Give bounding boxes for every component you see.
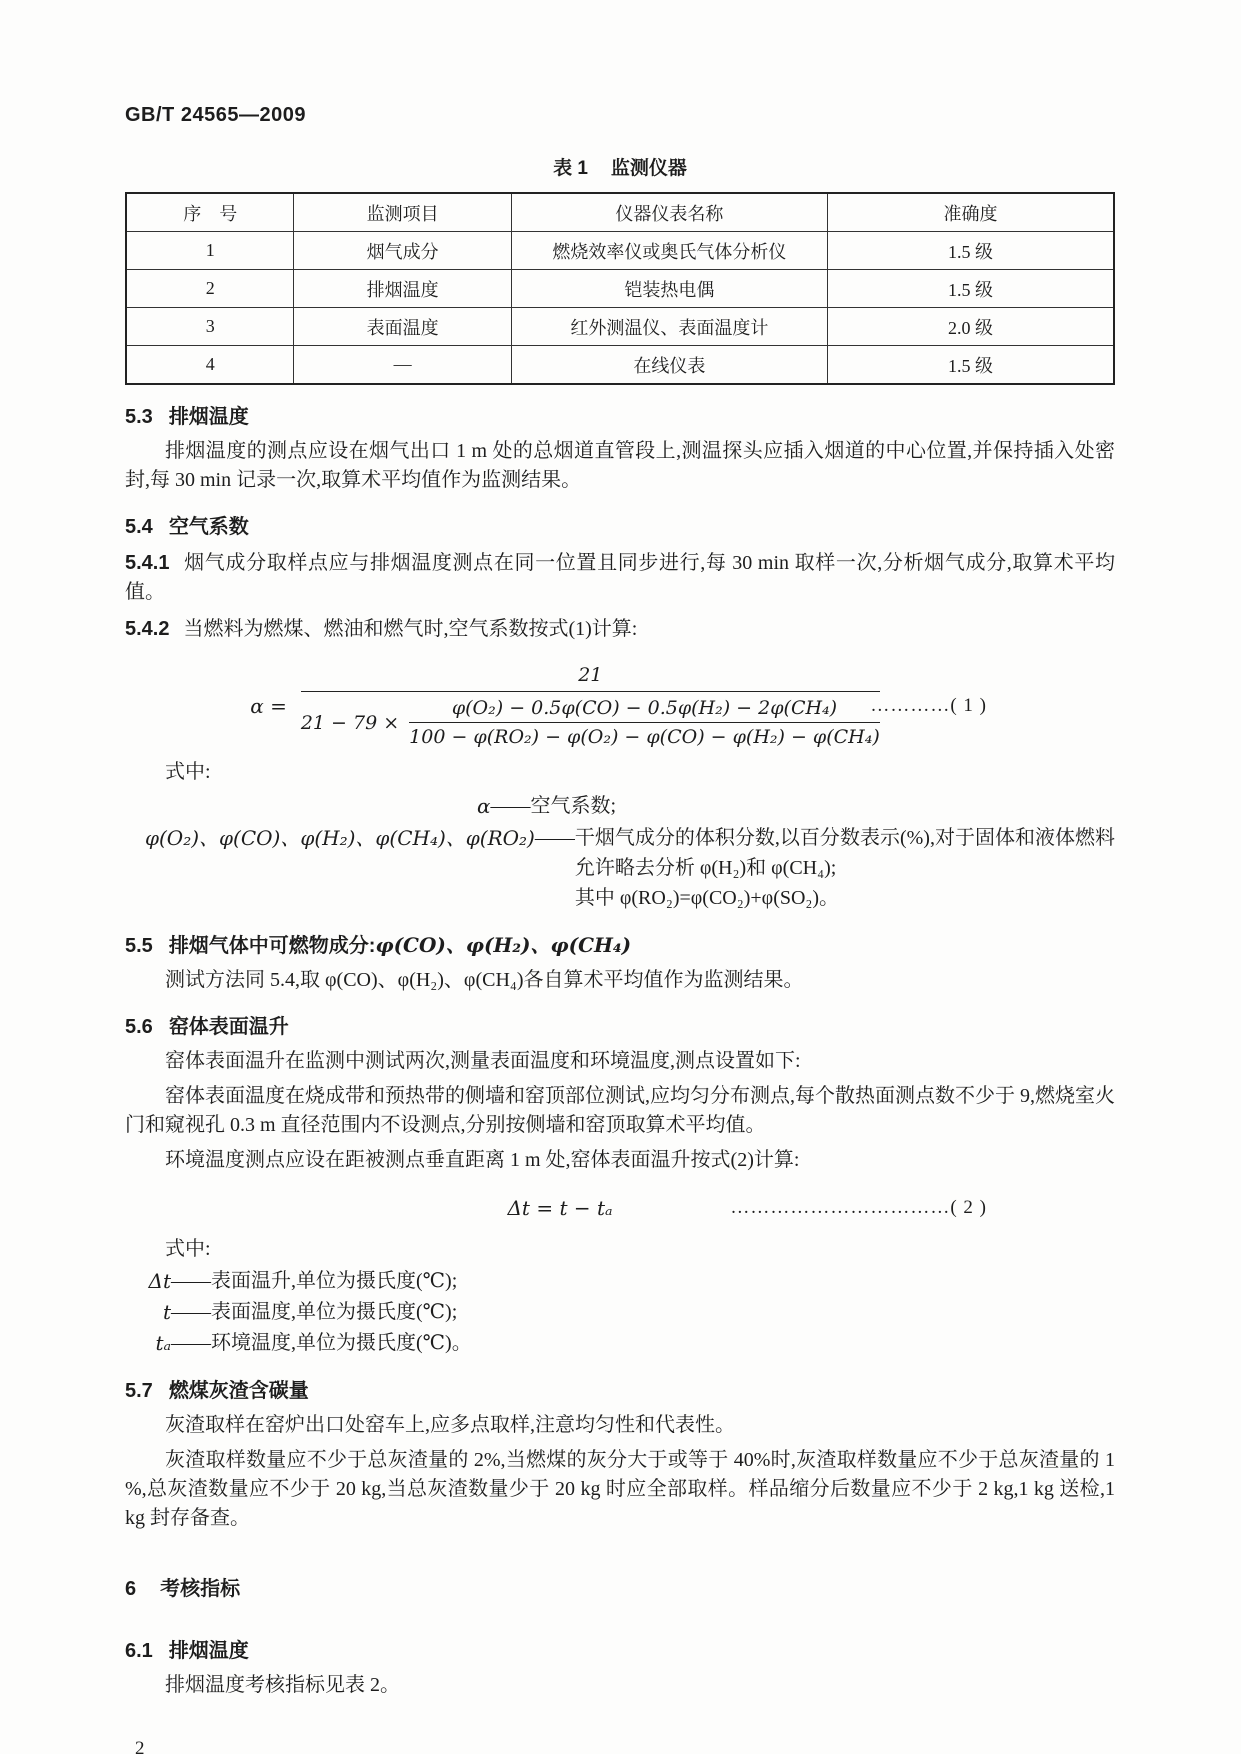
cell-item: 烟气成分	[294, 232, 511, 270]
definition-alpha	[477, 791, 1115, 821]
section-title-math: φ(CO)、φ(H₂)、φ(CH₄)	[375, 933, 632, 957]
cell-instrument: 燃烧效率仪或奥氏气体分析仪	[511, 232, 827, 270]
cell-item: 排烟温度	[294, 270, 511, 308]
inner-denominator: 100 − φ(RO₂) − φ(O₂) − φ(CO) − φ(H₂) − φ(CH₄)	[409, 726, 880, 748]
cell-item: 表面温度	[294, 308, 511, 346]
table1-caption-title: 监测仪器	[610, 158, 687, 179]
cell-accuracy: 1.5 级	[827, 270, 1114, 308]
cell-accuracy: 1.5 级	[827, 346, 1114, 385]
definition-dash: ——	[534, 827, 575, 849]
col-header-accuracy: 准确度	[827, 193, 1114, 232]
section-title: 窑体表面温升	[168, 1016, 289, 1038]
formula-2	[125, 1191, 1115, 1225]
denominator-prefix: 21 − 79 ×	[300, 711, 400, 734]
definition-dash: ——	[171, 1301, 211, 1323]
formula-1-expression	[250, 664, 880, 748]
paragraph-5-6-1: 窑体表面温升在监测中测试两次,测量表面温度和环境温度,测点设置如下:	[165, 1050, 801, 1072]
table1-caption-label: 表 1	[553, 158, 589, 179]
table-row	[126, 346, 1114, 385]
cell-accuracy: 1.5 级	[827, 232, 1114, 270]
table1-caption	[125, 153, 1115, 180]
section-number: 5.4	[125, 516, 153, 538]
section-number: 5.3	[125, 406, 153, 428]
definition-desc	[575, 823, 1115, 913]
definition-term: tₐ	[155, 1331, 171, 1355]
cell-serial: 3	[126, 308, 294, 346]
definition-desc: 表面温升,单位为摄氏度(℃);	[211, 1270, 458, 1292]
section-title: 燃煤灰渣含碳量	[168, 1380, 309, 1402]
section-title: 考核指标	[160, 1578, 241, 1600]
table-header-row	[126, 193, 1114, 232]
formula-lhs: α =	[250, 694, 287, 718]
paragraph-5-6-3: 环境温度测点应设在距被测点垂直距离 1 m 处,窑体表面温升按式(2)计算:	[165, 1149, 800, 1171]
where-label-1: 式中:	[165, 761, 211, 783]
clause-5-4-1	[125, 549, 1115, 607]
section-heading-5-7	[125, 1377, 1115, 1405]
section-number: 6.1	[125, 1640, 153, 1662]
section-heading-5-3	[125, 403, 1115, 431]
definition-term: Δt	[148, 1269, 171, 1293]
clause-number: 5.4.2	[125, 618, 170, 640]
table-row	[126, 270, 1114, 308]
clause-5-4-2	[125, 615, 1115, 644]
cell-accuracy: 2.0 级	[827, 308, 1114, 346]
formula-1	[125, 664, 1115, 748]
cell-serial: 2	[126, 270, 294, 308]
paragraph-5-5: 测试方法同 5.4,取 φ(CO)、φ(H₂)、φ(CH₄)各自算术平均值作为监测结果。	[165, 969, 804, 991]
clause-number: 5.4.1	[125, 552, 170, 574]
cell-instrument: 在线仪表	[511, 346, 827, 385]
definition-term: t	[162, 1300, 171, 1324]
clause-text: 烟气成分取样点应与排烟温度测点在同一位置且同步进行,每 30 min 取样一次,分析烟气成分,取算术平均值。	[125, 552, 1115, 603]
section-heading-6	[125, 1575, 1115, 1603]
section-number: 5.5	[125, 935, 153, 957]
monitoring-instruments-table	[125, 192, 1115, 385]
cell-instrument: 红外测温仪、表面温度计	[511, 308, 827, 346]
paragraph-5-7-1: 灰渣取样在窑炉出口处窑车上,应多点取样,注意均匀性和代表性。	[165, 1414, 735, 1436]
definition-desc: 表面温度,单位为摄氏度(℃);	[211, 1301, 458, 1323]
definition-desc-note: 其中 φ(RO₂)=φ(CO₂)+φ(SO₂)。	[574, 887, 840, 909]
standard-number-header: GB/T 24565—2009	[125, 104, 306, 126]
section-title	[169, 931, 631, 960]
paragraph-6-1: 排烟温度考核指标见表 2。	[165, 1674, 400, 1696]
cell-item: —	[294, 346, 511, 385]
inner-numerator: φ(O₂) − 0.5φ(CO) − 0.5φ(H₂) − 2φ(CH₄)	[409, 697, 880, 723]
outer-numerator: 21	[301, 664, 880, 692]
formula-2-number: ……………………………( 2 )	[730, 1197, 987, 1218]
definition-phi-fractions	[145, 823, 1115, 913]
definition-desc: 空气系数;	[530, 795, 617, 817]
formula-2-expression: Δt = t − tₐ	[507, 1196, 613, 1220]
definition-dash: ——	[171, 1270, 211, 1292]
page-number: 2	[135, 1738, 145, 1754]
definition-t	[127, 1297, 1115, 1328]
clause-text: 当燃料为燃煤、燃油和燃气时,空气系数按式(1)计算:	[183, 618, 638, 640]
outer-denominator	[301, 692, 880, 748]
outer-fraction	[301, 664, 880, 748]
definition-desc: 环境温度,单位为摄氏度(℃)。	[211, 1332, 472, 1354]
definition-dash: ——	[490, 795, 531, 817]
section-number: 5.7	[125, 1380, 153, 1402]
paragraph-5-3: 排烟温度的测点应设在烟气出口 1 m 处的总烟道直管段上,测温探头应插入烟道的中心位置,并保持插入处密封,每 30 min 记录一次,取算术平均值作为监测结果。	[125, 440, 1115, 491]
formula-1-number: …………( 1 )	[870, 695, 987, 716]
section-title: 排烟温度	[168, 406, 249, 428]
table-row	[126, 232, 1114, 270]
section-title: 空气系数	[168, 516, 249, 538]
definition-term: α	[477, 794, 491, 818]
col-header-serial: 序 号	[126, 193, 294, 232]
definition-dash: ——	[171, 1332, 211, 1354]
col-header-instrument: 仪器仪表名称	[511, 193, 827, 232]
definition-delta-t	[127, 1266, 1115, 1297]
table-row	[126, 308, 1114, 346]
cell-serial: 4	[126, 346, 294, 385]
section-number: 5.6	[125, 1016, 153, 1038]
inner-fraction	[409, 697, 880, 748]
section-title-text: 排烟气体中可燃物成分:	[168, 935, 376, 957]
col-header-item: 监测项目	[294, 193, 511, 232]
section-heading-5-6	[125, 1013, 1115, 1041]
cell-instrument: 铠装热电偶	[511, 270, 827, 308]
paragraph-5-6-2: 窑体表面温度在烧成带和预热带的侧墙和窑顶部位测试,应均匀分布测点,每个散热面测点数不少于 9,燃烧室火门和窥视孔 0.3 m 直径范围内不设测点,分别按侧墙和窑顶取算术平均值。	[125, 1085, 1115, 1136]
section-heading-5-5	[125, 931, 1115, 960]
section-number: 6	[125, 1578, 137, 1600]
section-heading-6-1	[125, 1637, 1115, 1665]
where-label-2: 式中:	[165, 1238, 211, 1260]
definition-term: φ(O₂)、φ(CO)、φ(H₂)、φ(CH₄)、φ(RO₂)	[145, 826, 535, 850]
paragraph-5-7-2: 灰渣取样数量应不少于总灰渣量的 2%,当燃煤的灰分大于或等于 40%时,灰渣取样数量应不少于总灰渣量的 1 %,总灰渣数量应不少于 20 kg,当总灰渣数量少于 20 kg 时应全部取样。样品缩分后数量应不少于 2 kg,1 kg 送检,1 kg 封存备查。	[125, 1449, 1115, 1529]
section-heading-5-4	[125, 513, 1115, 541]
definition-desc-text: 干烟气成分的体积分数,以百分数表示(%),对于固体和液体燃料允许略去分析 φ(H₂)和 φ(CH₄);	[574, 827, 1115, 879]
definition-t-a	[127, 1328, 1115, 1359]
cell-serial: 1	[126, 232, 294, 270]
section-title: 排烟温度	[168, 1640, 249, 1662]
